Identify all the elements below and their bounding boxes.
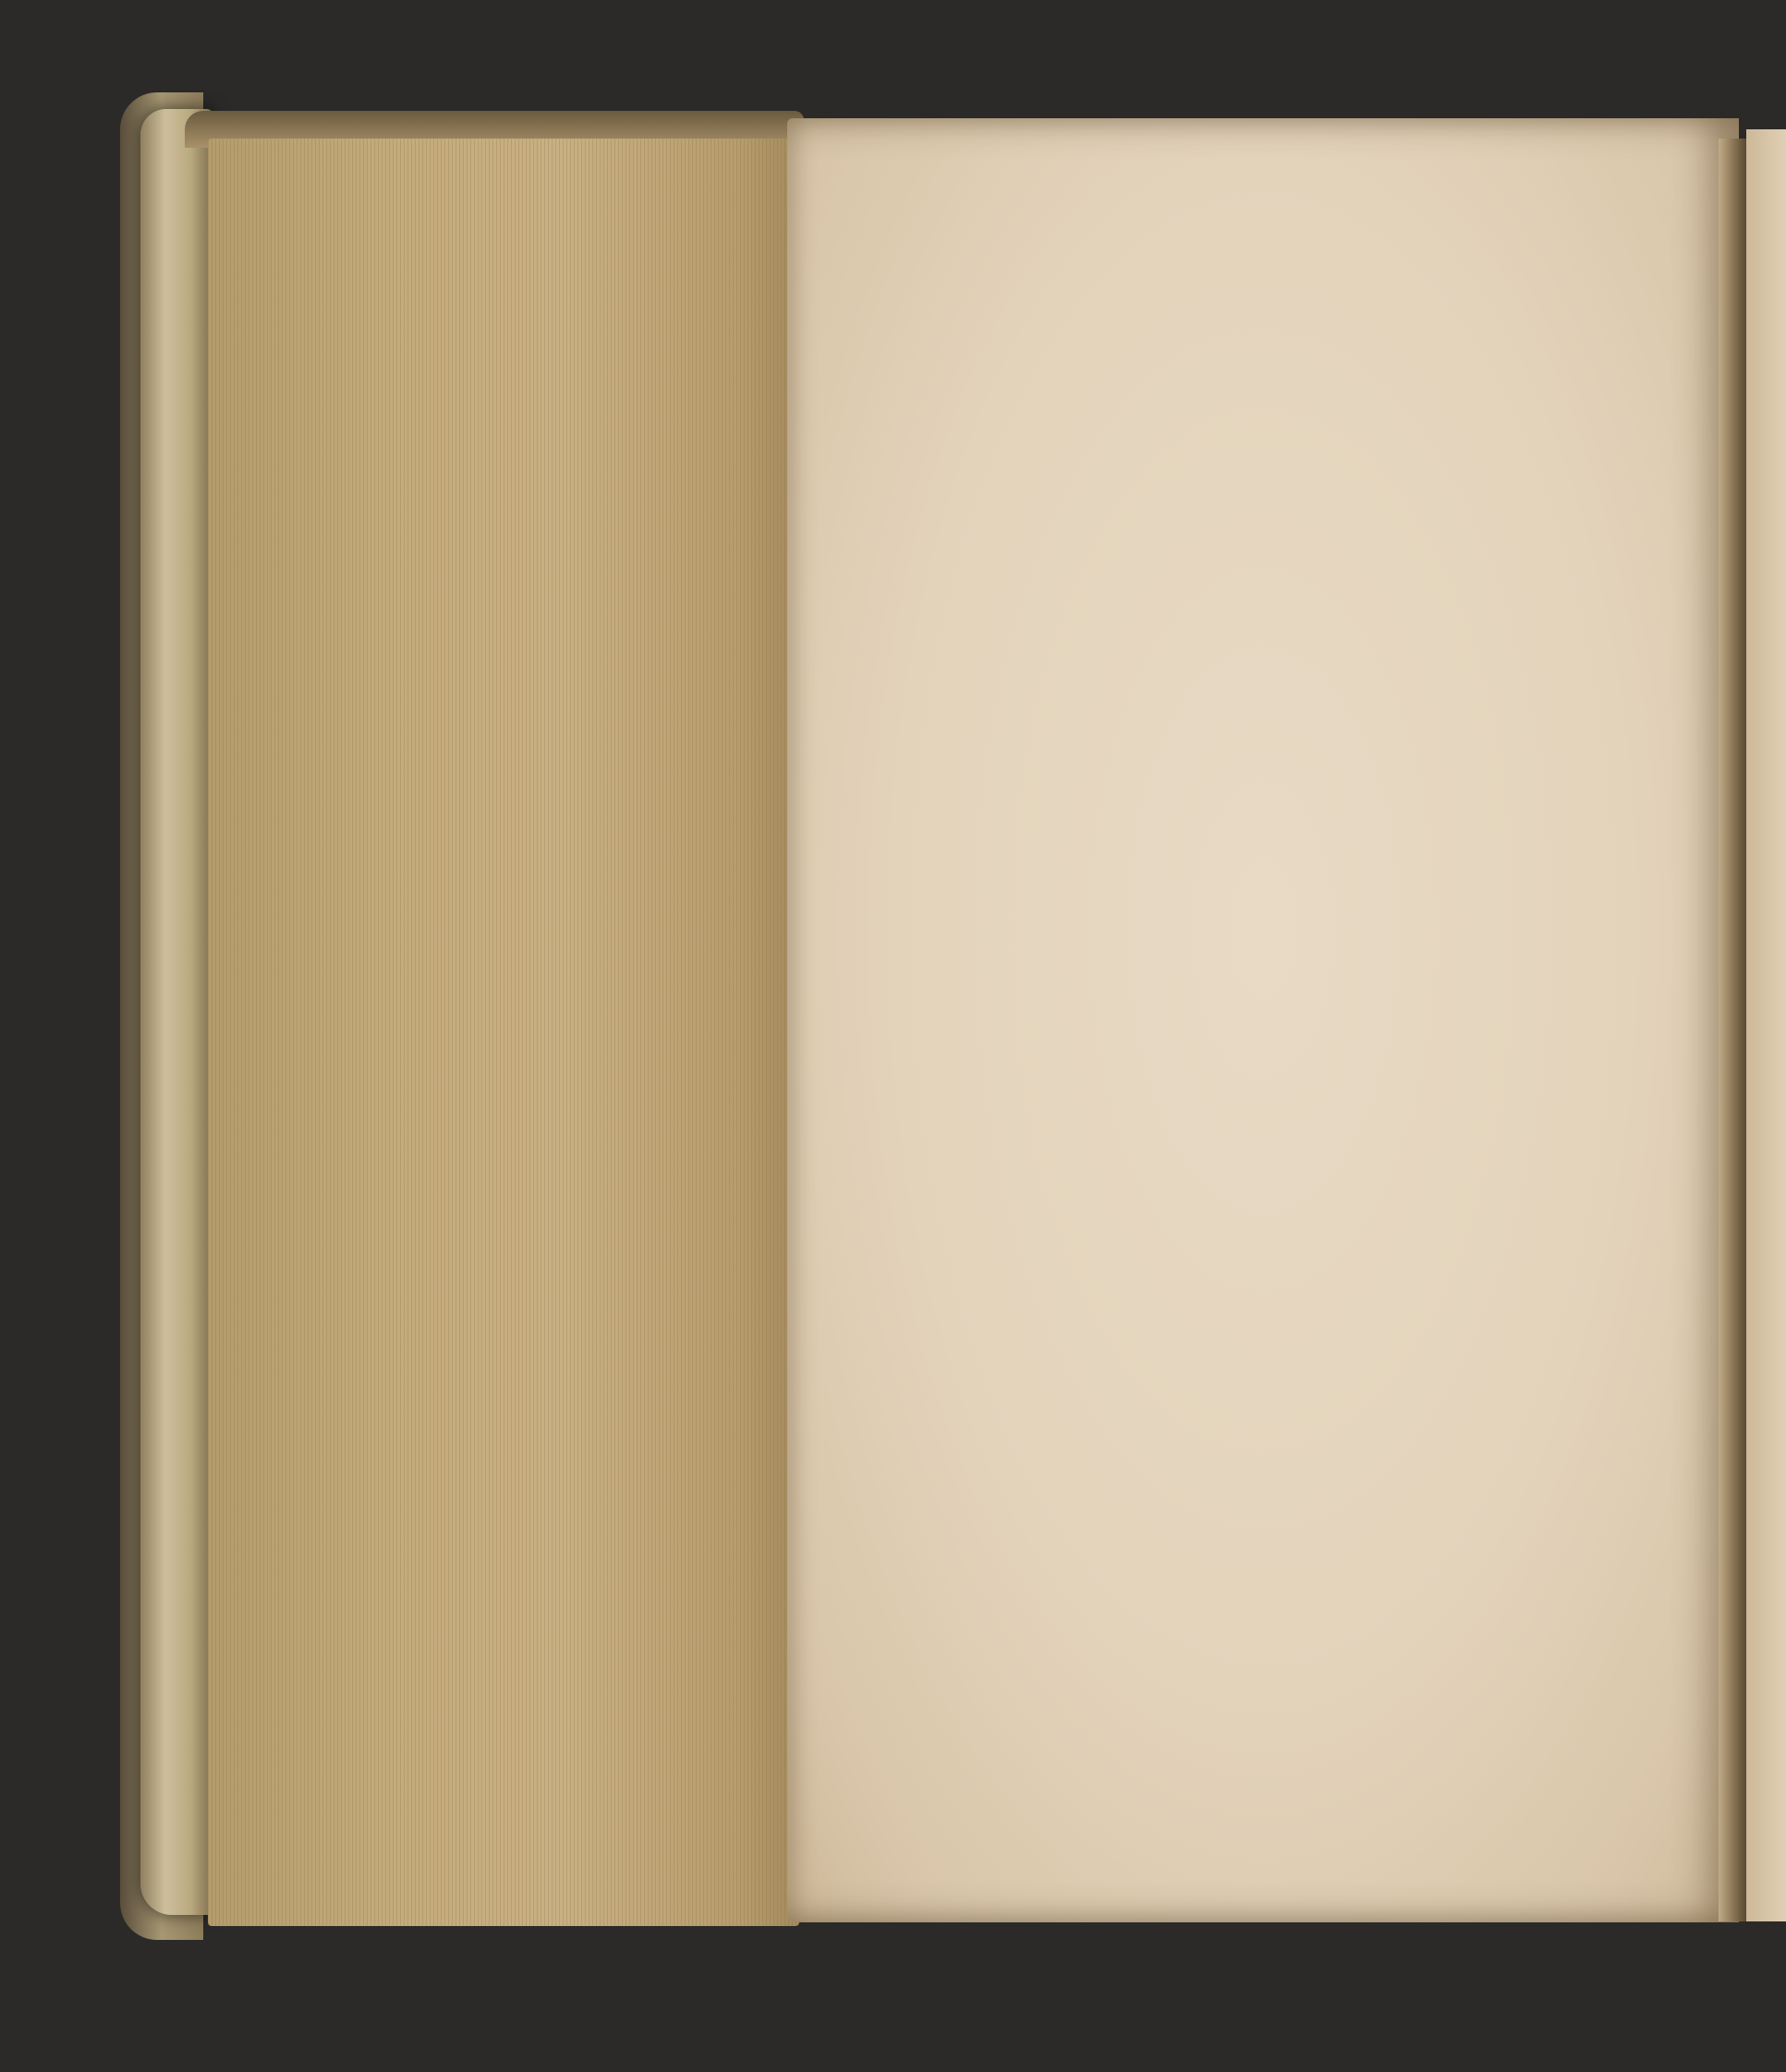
book-cover-edge: [140, 109, 213, 1915]
facing-page: [1746, 129, 1786, 1921]
page-edges: [208, 139, 799, 1926]
printed-page: [787, 118, 1739, 1922]
page-header: [1007, 181, 1719, 236]
